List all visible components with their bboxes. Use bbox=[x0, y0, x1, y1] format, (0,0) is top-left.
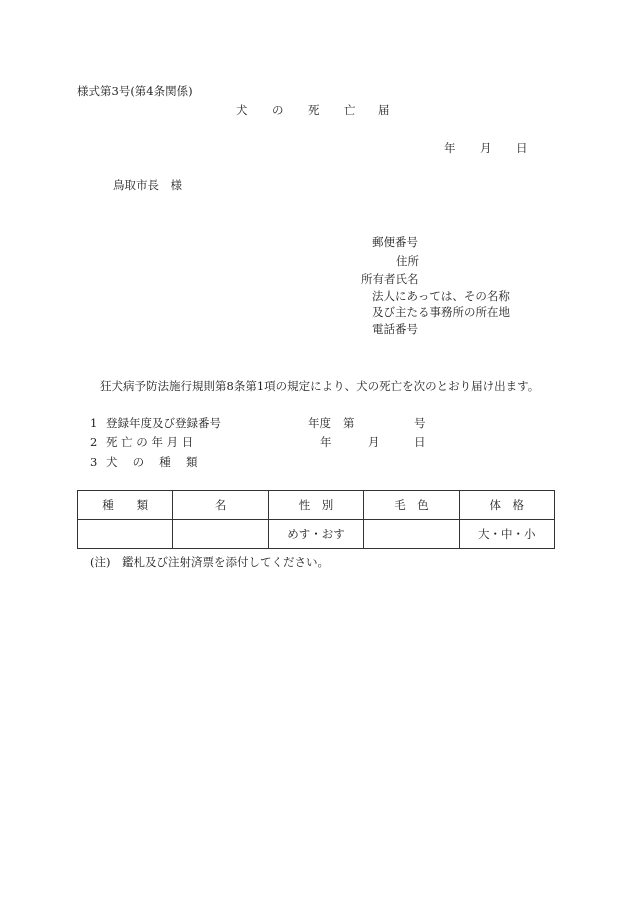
cell-breed[interactable] bbox=[78, 520, 173, 549]
header-sex: 性 別 bbox=[268, 491, 363, 520]
title-char: の bbox=[272, 103, 284, 117]
statement: 狂犬病予防法施行規則第8条第1項の規定により、犬の死亡を次のとおり届け出ます。 bbox=[100, 379, 540, 393]
item-label-death-date: 死 亡 の 年 月 日 bbox=[106, 435, 194, 449]
address-label: 住所 bbox=[396, 254, 419, 268]
item-label-breed: 犬 の 種 類 bbox=[106, 455, 198, 469]
table-header-row bbox=[78, 491, 555, 520]
postal-code-label: 郵便番号 bbox=[372, 235, 418, 249]
item-part: 月 bbox=[368, 435, 380, 449]
form-number: 様式第3号(第4条関係) bbox=[77, 84, 193, 98]
phone-label: 電話番号 bbox=[372, 322, 418, 336]
header-coat-color: 毛 色 bbox=[364, 491, 459, 520]
corp-note-line1: 法人にあっては、その名称 bbox=[372, 289, 510, 303]
item-part: 号 bbox=[414, 416, 426, 430]
header-size: 体 格 bbox=[459, 491, 554, 520]
item-label-registration: 登録年度及び登録番号 bbox=[106, 416, 221, 430]
item-part: 年度 bbox=[308, 416, 331, 430]
title-char: 亡 bbox=[344, 103, 356, 117]
cell-coat-color[interactable] bbox=[364, 520, 459, 549]
footnote: (注) 鑑札及び注射済票を添付してください。 bbox=[90, 555, 329, 569]
item-part: 第 bbox=[343, 416, 355, 430]
title-char: 届 bbox=[378, 103, 390, 117]
item-part: 年 bbox=[320, 435, 332, 449]
item-number: 2 bbox=[90, 435, 98, 449]
item-part: 日 bbox=[414, 435, 426, 449]
header-breed: 種 類 bbox=[78, 491, 173, 520]
item-number: 1 bbox=[90, 416, 98, 430]
date-day-label: 日 bbox=[516, 141, 528, 155]
cell-name[interactable] bbox=[173, 520, 268, 549]
title-char: 死 bbox=[308, 103, 320, 117]
cell-size[interactable]: 大・中・小 bbox=[459, 520, 554, 549]
dog-details-table bbox=[77, 490, 555, 549]
date-year-label: 年 bbox=[444, 141, 456, 155]
item-number: 3 bbox=[90, 455, 98, 469]
table-row bbox=[78, 520, 555, 549]
owner-name-label: 所有者氏名 bbox=[361, 272, 419, 286]
addressee: 鳥取市長 様 bbox=[113, 178, 182, 192]
corp-note-line2: 及び主たる事務所の所在地 bbox=[372, 305, 510, 319]
header-name: 名 bbox=[173, 491, 268, 520]
date-month-label: 月 bbox=[480, 141, 492, 155]
cell-sex[interactable]: めす・おす bbox=[268, 520, 363, 549]
title-char: 犬 bbox=[236, 103, 248, 117]
